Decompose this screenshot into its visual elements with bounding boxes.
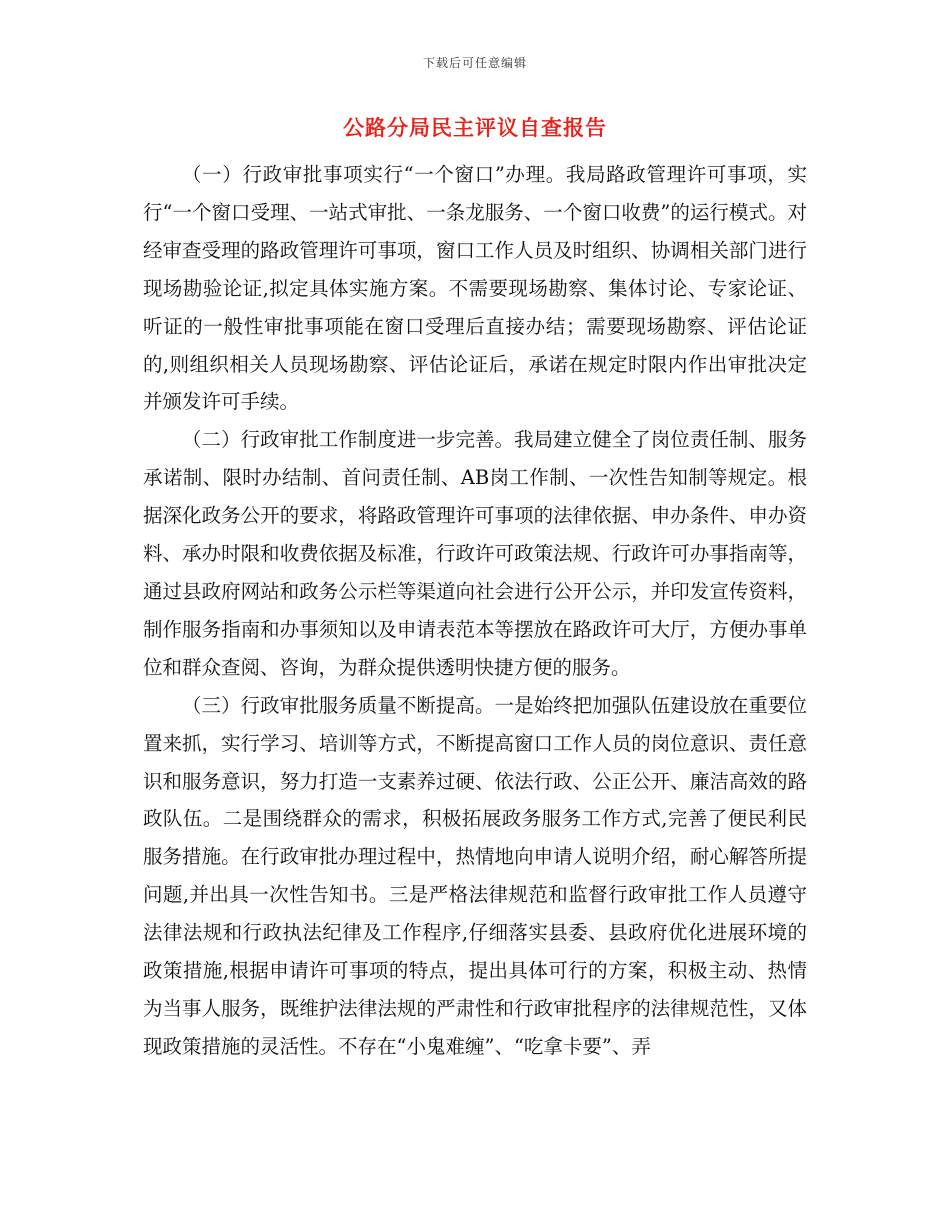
paragraph-3: （三）行政审批服务质量不断提高。一是始终把加强队伍建设放在重要位置来抓，实行学习、培训等方式，不断提高窗口工作人员的岗位意识、责任意识和服务意识，努力打造一支素养过硬、依法行政、公正公开、廉洁高效的路政队伍。二是围绕群众的需求，积极拓展政务服务工作方式,完善了便民利民服务措施。在行政审批办理过程中，热情地向申请人说明介绍，耐心解答所提问题,并出具一次性告知书。三是严格法律规范和监督行政审批工作人员遵守法律法规和行政执法纪律及工作程序,仔细落实县委、县政府优化进展环境的政策措施,根据申请许可事项的特点，提出具体可行的方案，积极主动、热情为当事人服务，既维护法律法规的严肃性和行政审批程序的法律规范性，又体现政策措施的灵活性。不存在“小鬼难缠”、“吃拿卡要”、弄 <box>143 693 807 1058</box>
page-header-note: 下载后可任意编辑 <box>422 56 527 70</box>
paragraph-2: （二）行政审批工作制度进一步完善。我局建立健全了岗位责任制、服务承诺制、限时办结制、首问责任制、AB岗工作制、一次性告知制等规定。根据深化政务公开的要求，将路政管理许可事项的法律依据、申办条件、申办资料、承办时限和收费依据及标准，行政许可政策法规、行政许可办事指南等，通过县政府网站和政务公示栏等渠道向社会进行公开公示，并印发宣传资料，制作服务指南和办事须知以及申请表范本等摆放在路政许可大厅，方便办事单位和群众查阅、咨询，为群众提供透明快捷方便的服务。 <box>143 428 807 679</box>
document-title: 公路分局民主评议自查报告 <box>343 115 607 140</box>
paragraph-1: （一）行政审批事项实行“一个窗口”办理。我局路政管理许可事项，实行“一个窗口受理、一站式审批、一条龙服务、一个窗口收费”的运行模式。对经审查受理的路政管理许可事项，窗口工作人员及时组织、协调相关部门进行现场勘验论证,拟定具体实施方案。不需要现场勘察、集体讨论、专家论证、听证的一般性审批事项能在窗口受理后直接办结；需要现场勘察、评估论证的,则组织相关人员现场勘察、评估论证后，承诺在规定时限内作出审批决定并颁发许可手续。 <box>143 163 807 414</box>
document-body <box>143 156 807 1066</box>
